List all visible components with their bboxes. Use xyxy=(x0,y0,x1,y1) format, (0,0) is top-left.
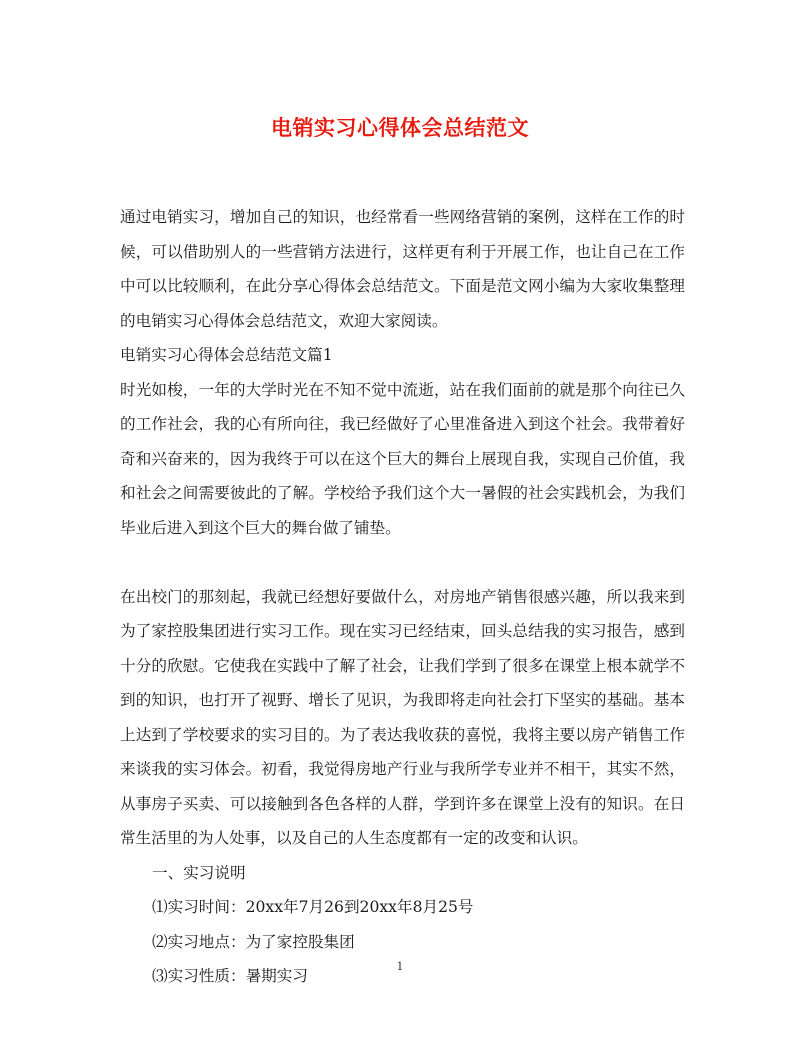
list-item-time: ⑴实习时间：20xx年7月26到20xx年8月25号 xyxy=(152,898,474,916)
intro-paragraph: 通过电销实习，增加自己的知识，也经常看一些网络营销的案例，这样在工作的时候，可以借助别人的一些营销方法进行，这样更有利于开展工作，也让自己在工作中可以比较顺利，在此分享心得体会总结范文。下面是范文网小编为大家收集整理的电销实习心得体会总结范文，欢迎大家阅读。 xyxy=(120,208,685,330)
list-item-location: ⑵实习地点：为了家控股集团 xyxy=(152,932,355,951)
body-paragraph-1: 时光如梭，一年的大学时光在不知不觉中流逝，站在我们面前的就是那个向往已久的工作社会，我的心有所向往，我已经做好了心里准备进入到这个社会。我带着好奇和兴奋来的，因为我终于可以在这个巨大的舞台上展现自我，实现自己价值，我和社会之间需要彼此的了解。学校给予我们这个大一暑假的社会实践机会，为我们毕业后进入到这个巨大的舞台做了铺垫。 xyxy=(120,380,685,537)
paragraph-spacer xyxy=(120,545,685,580)
list-item-nature: ⑶实习性质：暑期实习 xyxy=(152,967,308,985)
list-heading: 一、实习说明 xyxy=(152,863,246,882)
document-body xyxy=(120,200,685,994)
page-number: 1 xyxy=(396,960,404,973)
body-paragraph-2: 在出校门的那刻起，我就已经想好要做什么，对房地产销售很感兴趣，所以我来到为了家控股集团进行实习工作。现在实习已经结束，回头总结我的实习报告，感到十分的欣慰。它使我在实践中了解了社会，让我们学到了很多在课堂上根本就学不到的知识，也打开了视野、增长了见识，为我即将走向社会打下坚实的基础。基本上达到了学校要求的实习目的。为了表达我收获的喜悦，我将主要以房产销售工作来谈我的实习体会。初看，我觉得房地产行业与我所学专业并不相干，其实不然，从事房子买卖、可以接触到各色各样的人群，学到许多在课堂上没有的知识。在日常生活里的为人处事，以及自己的人生态度都有一定的改变和认识。 xyxy=(120,587,685,847)
section-heading: 电销实习心得体会总结范文篇1 xyxy=(120,346,333,364)
document-title: 电销实习心得体会总结范文 xyxy=(271,115,529,140)
